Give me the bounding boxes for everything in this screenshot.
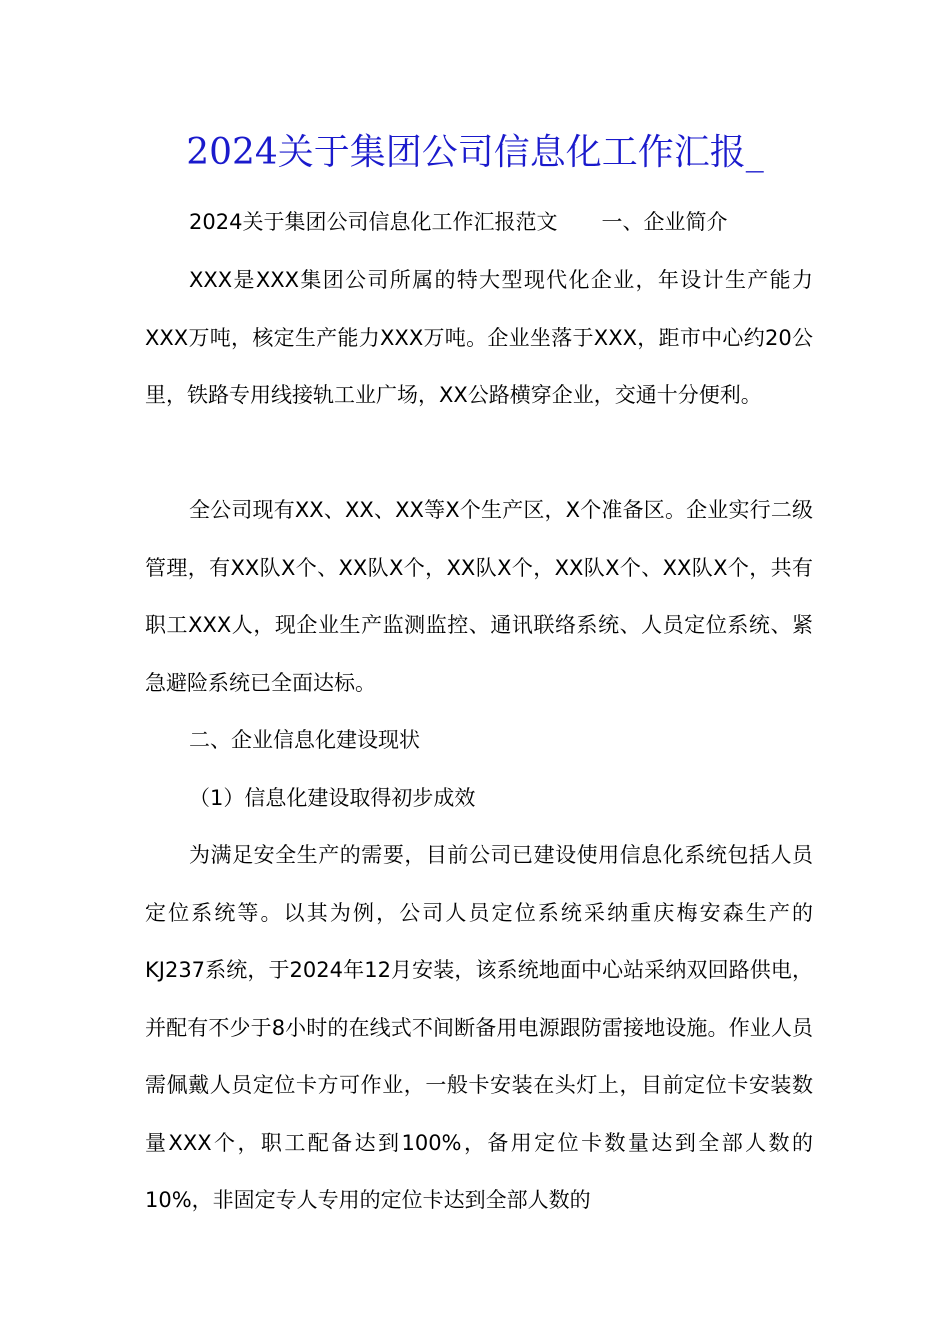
section-heading-1: 一、企业简介: [601, 210, 728, 234]
paragraph-company-structure: 全公司现有XX、XX、XX等X个生产区，X个准备区。企业实行二级管理，有XX队X个、XX队X个，XX队X个，XX队X个、XX队X个，共有职工XXX人，现企业生产监测监控、通讯联络系统、人员定位系统、紧急避险系统已全面达标。: [145, 498, 813, 695]
intro-line: [145, 194, 813, 252]
document-title: 2024关于集团公司信息化工作汇报_: [186, 132, 764, 173]
subsection-heading-1: （1）信息化建设取得初步成效: [189, 786, 476, 810]
intro-lead: 2024关于集团公司信息化工作汇报范文: [189, 210, 558, 234]
paragraph-positioning-system: 为满足安全生产的需要，目前公司已建设使用信息化系统包括人员定位系统等。以其为例，公司人员定位系统采纳重庆梅安森生产的KJ237系统，于2024年12月安装，该系统地面中心站采纳双回路供电，并配有不少于8小时的在线式不间断备用电源跟防雷接地设施。作业人员需佩戴人员定位卡方可作业，一般卡安装在头灯上，目前定位卡安装数量XXX个，职工配备达到100%，备用定位卡数量达到全部人数的10%，非固定专人专用的定位卡达到全部人数的: [145, 843, 813, 1212]
section-heading-2: 二、企业信息化建设现状: [189, 728, 420, 752]
paragraph-company-profile: XXX是XXX集团公司所属的特大型现代化企业，年设计生产能力XXX万吨，核定生产能力XXX万吨。企业坐落于XXX，距市中心约20公里，铁路专用线接轨工业广场，XX公路横穿企业，交通十分便利。: [145, 268, 813, 407]
